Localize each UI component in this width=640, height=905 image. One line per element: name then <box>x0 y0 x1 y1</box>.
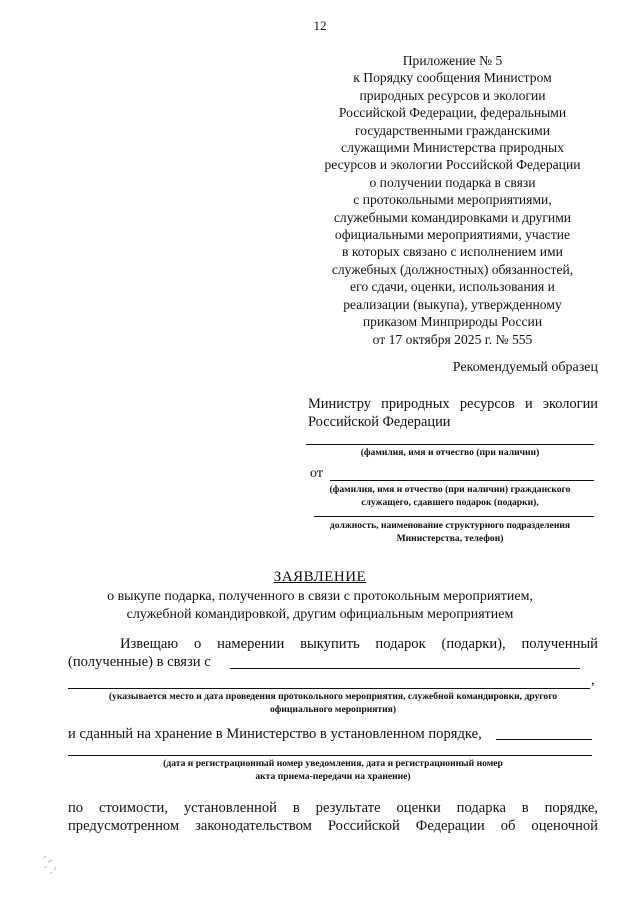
appendix-line: Приложение № 5 <box>402 53 503 68</box>
notice-hint-line-2: акта приема-передачи на хранение) <box>255 771 411 782</box>
statement-subtitle-line-1: о выкупе подарка, полученного в связи с протокольным мероприятием, <box>107 589 533 604</box>
appendix-line: государственными гражданскими <box>354 122 551 138</box>
sender-hint-line-1: (фамилия, имя и отчество (при наличии) гражданского <box>329 484 571 495</box>
notice-hint-line-1: (дата и регистрационный номер уведомления, дата и регистрационный номер <box>163 758 503 769</box>
appendix-line: служебными командировками и другими <box>333 209 572 225</box>
position-hint-line-1: должность, наименование структурного подразделения <box>329 520 571 531</box>
addressee-line-1: Министру природных ресурсов и экологии <box>308 396 598 412</box>
appendix-line: от 17 октября 2025 г. № 555 <box>372 331 533 347</box>
paragraph-3-line-1: по стоимости, установленной в результате оценки подарка в порядке, <box>68 800 598 816</box>
event-field-line[interactable] <box>68 688 590 689</box>
statement-subtitle <box>60 588 580 624</box>
addressee-block <box>308 395 598 431</box>
appendix-line: о получении подарка в связи <box>369 174 536 190</box>
from-label: от <box>310 466 323 481</box>
paragraph-1-line-1: Извещаю о намерении выкупить подарок (подарки), полученный <box>120 636 598 652</box>
occasion-field-line[interactable] <box>230 668 580 669</box>
appendix-line: в которых связано с исполнением ими <box>342 244 563 260</box>
event-hint <box>68 690 598 716</box>
position-field-line[interactable] <box>314 516 594 517</box>
sender-hint <box>306 483 594 509</box>
page-number: 12 <box>313 18 327 33</box>
appendix-line: Российской Федерации, федеральными <box>338 105 567 121</box>
sample-label: Рекомендуемый образец <box>452 360 598 375</box>
appendix-line: служащими Министерства природных <box>341 140 564 156</box>
appendix-line: реализации (выкупа), утвержденному <box>343 296 562 312</box>
fio-hint: (фамилия, имя и отчество (при наличии) <box>360 447 540 458</box>
event-hint-line-2: официального мероприятия) <box>269 704 397 715</box>
paragraph-2: и сданный на хранение в Министерство в установленном порядке, <box>68 726 482 742</box>
fio-field-line[interactable] <box>306 444 594 445</box>
appendix-line: официальными мероприятиями, участие <box>334 227 571 243</box>
appendix-line: к Порядку сообщения Министром <box>353 70 552 86</box>
notice-field-line[interactable] <box>68 755 592 756</box>
appendix-block <box>300 52 605 348</box>
paragraph-3-line-2: предусмотренном законодательством Российской Федерации об оценочной <box>68 818 598 834</box>
sender-hint-line-2: служащего, сдавшего подарок (подарки), <box>361 497 539 508</box>
paragraph-1-line-2: (полученные) в связи с <box>68 654 211 670</box>
storage-field-line[interactable] <box>496 739 592 740</box>
statement-title: ЗАЯВЛЕНИЕ <box>273 569 367 585</box>
appendix-line: с протокольными мероприятиями, <box>353 192 552 208</box>
notice-hint <box>68 757 598 783</box>
appendix-line: приказом Минприроды России <box>362 314 543 330</box>
appendix-line: природных ресурсов и экологии <box>359 87 546 103</box>
appendix-line: служебных (должностных) обязанностей, <box>331 261 574 277</box>
position-hint-line-2: Министерства, телефон) <box>396 533 504 544</box>
appendix-line: его сдачи, оценки, использования и <box>350 279 555 295</box>
sender-field-line[interactable] <box>330 480 594 481</box>
statement-subtitle-line-2: служебной командировкой, другим официальным мероприятием <box>126 607 514 622</box>
addressee-line-2: Российской Федерации <box>308 414 451 430</box>
event-hint-line-1: (указывается место и дата проведения протокольного мероприятия, служебной командировки, другого <box>108 691 558 702</box>
position-hint <box>306 519 594 545</box>
event-comma: , <box>591 672 595 688</box>
appendix-line: ресурсов и экологии Российской Федерации <box>324 157 581 173</box>
scan-smudge-mark <box>40 852 64 878</box>
